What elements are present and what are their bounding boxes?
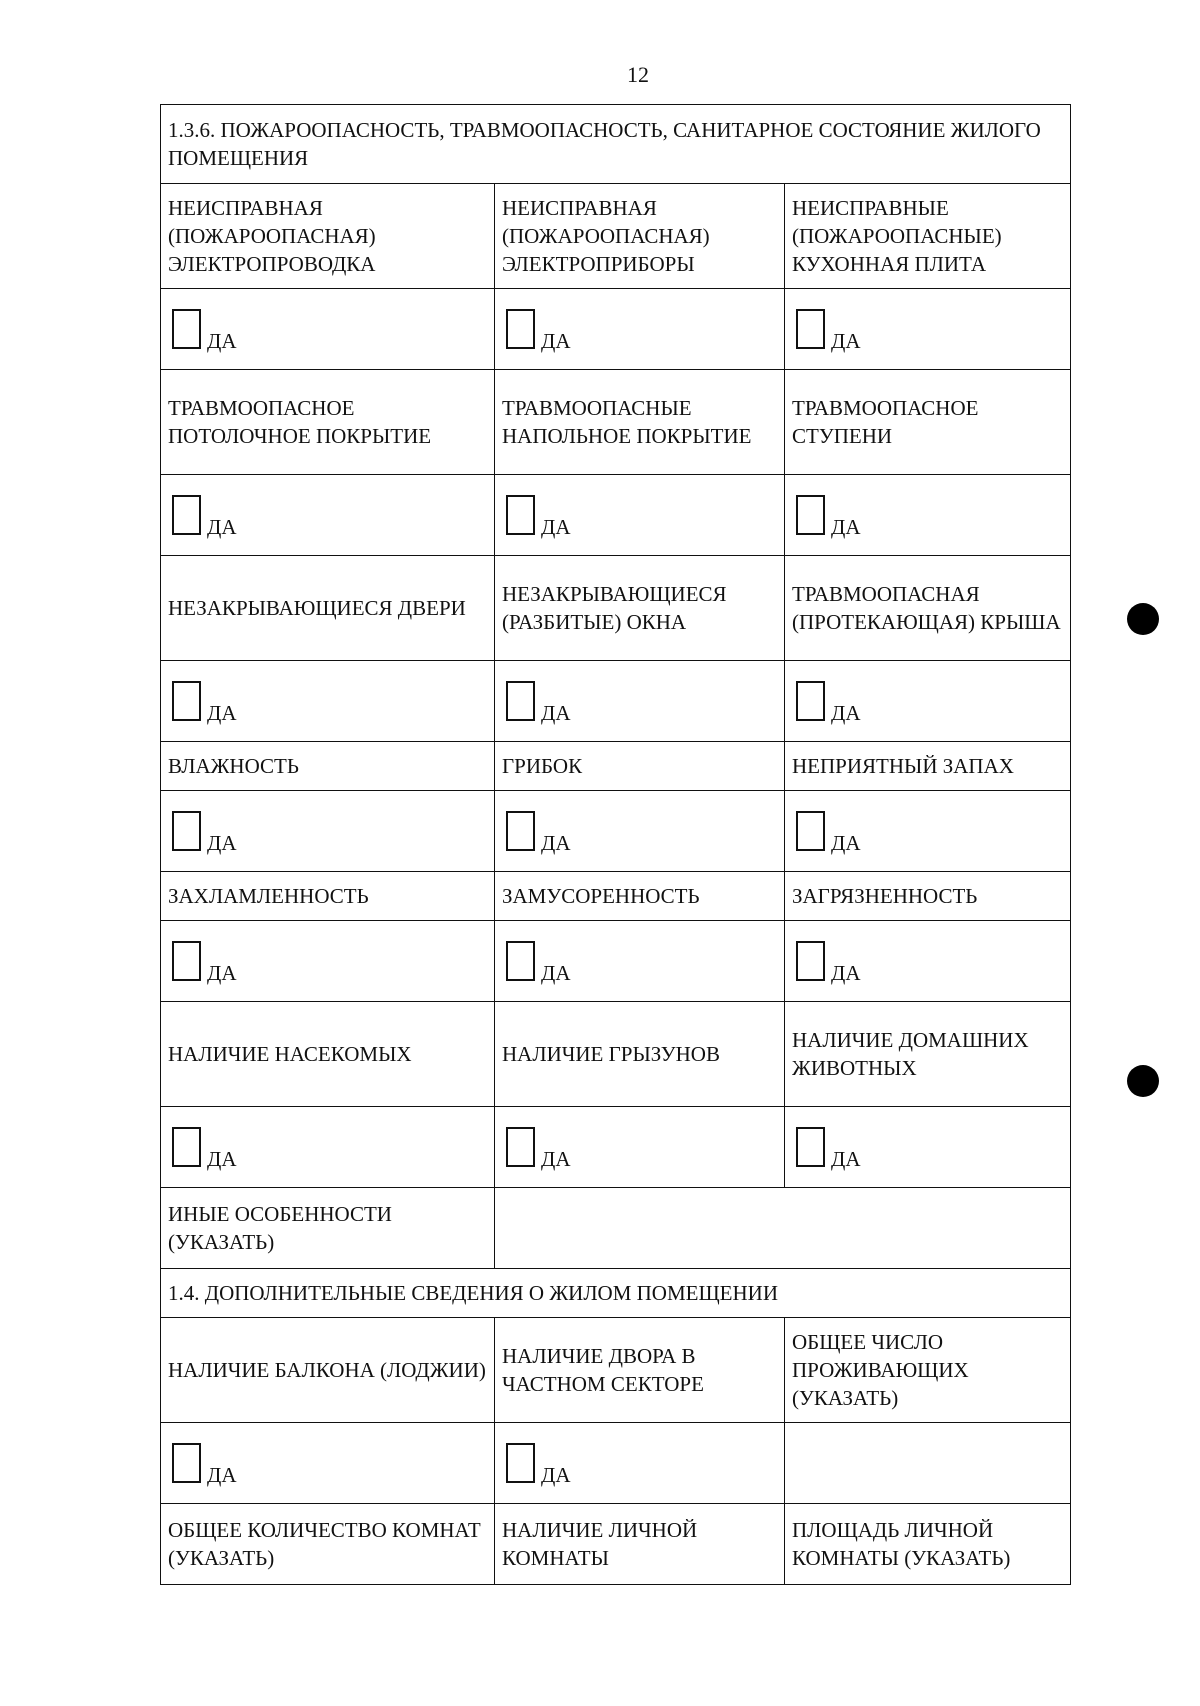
yes-cell: [495, 475, 785, 556]
condition-label: ТРАВМООПАСНЫЕ НАПОЛЬНОЕ ПОКРЫТИЕ: [495, 370, 785, 475]
yes-cell: [495, 289, 785, 370]
yes-label: ДА: [541, 329, 571, 353]
yes-checkbox[interactable]: [172, 1443, 201, 1483]
yes-cell: [161, 289, 495, 370]
yes-checkbox[interactable]: [796, 811, 825, 851]
yes-cell: [785, 661, 1071, 742]
yes-label: ДА: [541, 961, 571, 985]
yes-checkbox[interactable]: [172, 1127, 201, 1167]
yes-checkbox[interactable]: [172, 495, 201, 535]
yes-label: ДА: [541, 701, 571, 725]
condition-label: НЕИСПРАВНЫЕ (ПОЖАРООПАСНЫЕ) КУХОННАЯ ПЛИТА: [785, 184, 1071, 289]
condition-label: ВЛАЖНОСТЬ: [161, 742, 495, 791]
yes-label: ДА: [207, 329, 237, 353]
page-number: 12: [627, 62, 649, 87]
condition-label: НАЛИЧИЕ ДОМАШНИХ ЖИВОТНЫХ: [785, 1002, 1071, 1107]
yes-label: ДА: [831, 961, 861, 985]
condition-label: НЕИСПРАВНАЯ (ПОЖАРООПАСНАЯ) ЭЛЕКТРОПРИБОРЫ: [495, 184, 785, 289]
info-label: НАЛИЧИЕ ЛИЧНОЙ КОМНАТЫ: [495, 1504, 785, 1585]
yes-checkbox[interactable]: [796, 1127, 825, 1167]
yes-label: ДА: [541, 1147, 571, 1171]
condition-label: ГРИБОК: [495, 742, 785, 791]
other-features-field[interactable]: [495, 1188, 1071, 1269]
yes-label: ДА: [831, 515, 861, 539]
info-label: ПЛОЩАДЬ ЛИЧНОЙ КОМНАТЫ (УКАЗАТЬ): [785, 1504, 1071, 1585]
condition-label: НЕПРИЯТНЫЙ ЗАПАХ: [785, 742, 1071, 791]
condition-label: НЕИСПРАВНАЯ (ПОЖАРООПАСНАЯ) ЭЛЕКТРОПРОВОДКА: [161, 184, 495, 289]
form-table: [160, 104, 1071, 1585]
section-title: 1.3.6. ПОЖАРООПАСНОСТЬ, ТРАВМООПАСНОСТЬ, САНИТАРНОЕ СОСТОЯНИЕ ЖИЛОГО ПОМЕЩЕНИЯ: [161, 105, 1071, 184]
yes-label: ДА: [541, 515, 571, 539]
yes-cell: [495, 791, 785, 872]
info-label: НАЛИЧИЕ БАЛКОНА (ЛОДЖИИ): [161, 1318, 495, 1423]
yes-checkbox[interactable]: [796, 495, 825, 535]
info-label: ОБЩЕЕ ЧИСЛО ПРОЖИВАЮЩИХ (УКАЗАТЬ): [785, 1318, 1071, 1423]
condition-label: ЗАМУСОРЕННОСТЬ: [495, 872, 785, 921]
condition-label: НАЛИЧИЕ НАСЕКОМЫХ: [161, 1002, 495, 1107]
yes-cell: [161, 1423, 495, 1504]
yes-cell: [161, 1107, 495, 1188]
yes-cell: [495, 921, 785, 1002]
yes-label: ДА: [207, 961, 237, 985]
binder-hole: [1127, 603, 1159, 635]
yes-label: ДА: [831, 1147, 861, 1171]
condition-label: НЕЗАКРЫВАЮЩИЕСЯ (РАЗБИТЫЕ) ОКНА: [495, 556, 785, 661]
yes-checkbox[interactable]: [172, 681, 201, 721]
yes-label: ДА: [207, 1463, 237, 1487]
yes-checkbox[interactable]: [506, 1127, 535, 1167]
info-label: НАЛИЧИЕ ДВОРА В ЧАСТНОМ СЕКТОРЕ: [495, 1318, 785, 1423]
yes-checkbox[interactable]: [506, 681, 535, 721]
yes-cell: [785, 1107, 1071, 1188]
condition-label: ТРАВМООПАСНОЕ ПОТОЛОЧНОЕ ПОКРЫТИЕ: [161, 370, 495, 475]
yes-checkbox[interactable]: [172, 941, 201, 981]
condition-label: НЕЗАКРЫВАЮЩИЕСЯ ДВЕРИ: [161, 556, 495, 661]
yes-checkbox[interactable]: [506, 309, 535, 349]
yes-checkbox[interactable]: [506, 1443, 535, 1483]
yes-label: ДА: [207, 701, 237, 725]
yes-cell: [785, 791, 1071, 872]
condition-label: НАЛИЧИЕ ГРЫЗУНОВ: [495, 1002, 785, 1107]
yes-cell: [161, 791, 495, 872]
yes-checkbox[interactable]: [796, 941, 825, 981]
yes-label: ДА: [541, 831, 571, 855]
yes-cell: [785, 475, 1071, 556]
condition-label: ЗАХЛАМЛЕННОСТЬ: [161, 872, 495, 921]
yes-checkbox[interactable]: [172, 811, 201, 851]
yes-cell: [495, 1423, 785, 1504]
yes-label: ДА: [831, 701, 861, 725]
yes-label: ДА: [207, 831, 237, 855]
yes-checkbox[interactable]: [506, 811, 535, 851]
yes-checkbox[interactable]: [796, 681, 825, 721]
residents-count-field[interactable]: [785, 1423, 1071, 1504]
info-label: ОБЩЕЕ КОЛИЧЕСТВО КОМНАТ (УКАЗАТЬ): [161, 1504, 495, 1585]
yes-cell: [495, 1107, 785, 1188]
yes-cell: [495, 661, 785, 742]
yes-label: ДА: [207, 515, 237, 539]
other-features-label: ИНЫЕ ОСОБЕННОСТИ (УКАЗАТЬ): [161, 1188, 495, 1269]
condition-label: ТРАВМООПАСНАЯ (ПРОТЕКАЮЩАЯ) КРЫША: [785, 556, 1071, 661]
yes-label: ДА: [541, 1463, 571, 1487]
yes-checkbox[interactable]: [506, 495, 535, 535]
condition-label: ТРАВМООПАСНОЕ СТУПЕНИ: [785, 370, 1071, 475]
yes-checkbox[interactable]: [506, 941, 535, 981]
yes-label: ДА: [207, 1147, 237, 1171]
yes-label: ДА: [831, 831, 861, 855]
yes-cell: [161, 921, 495, 1002]
binder-hole: [1127, 1065, 1159, 1097]
yes-cell: [161, 475, 495, 556]
yes-cell: [161, 661, 495, 742]
yes-checkbox[interactable]: [172, 309, 201, 349]
section-title: 1.4. ДОПОЛНИТЕЛЬНЫЕ СВЕДЕНИЯ О ЖИЛОМ ПОМЕЩЕНИИ: [161, 1269, 1071, 1318]
condition-label: ЗАГРЯЗНЕННОСТЬ: [785, 872, 1071, 921]
yes-cell: [785, 921, 1071, 1002]
yes-cell: [785, 289, 1071, 370]
yes-label: ДА: [831, 329, 861, 353]
yes-checkbox[interactable]: [796, 309, 825, 349]
